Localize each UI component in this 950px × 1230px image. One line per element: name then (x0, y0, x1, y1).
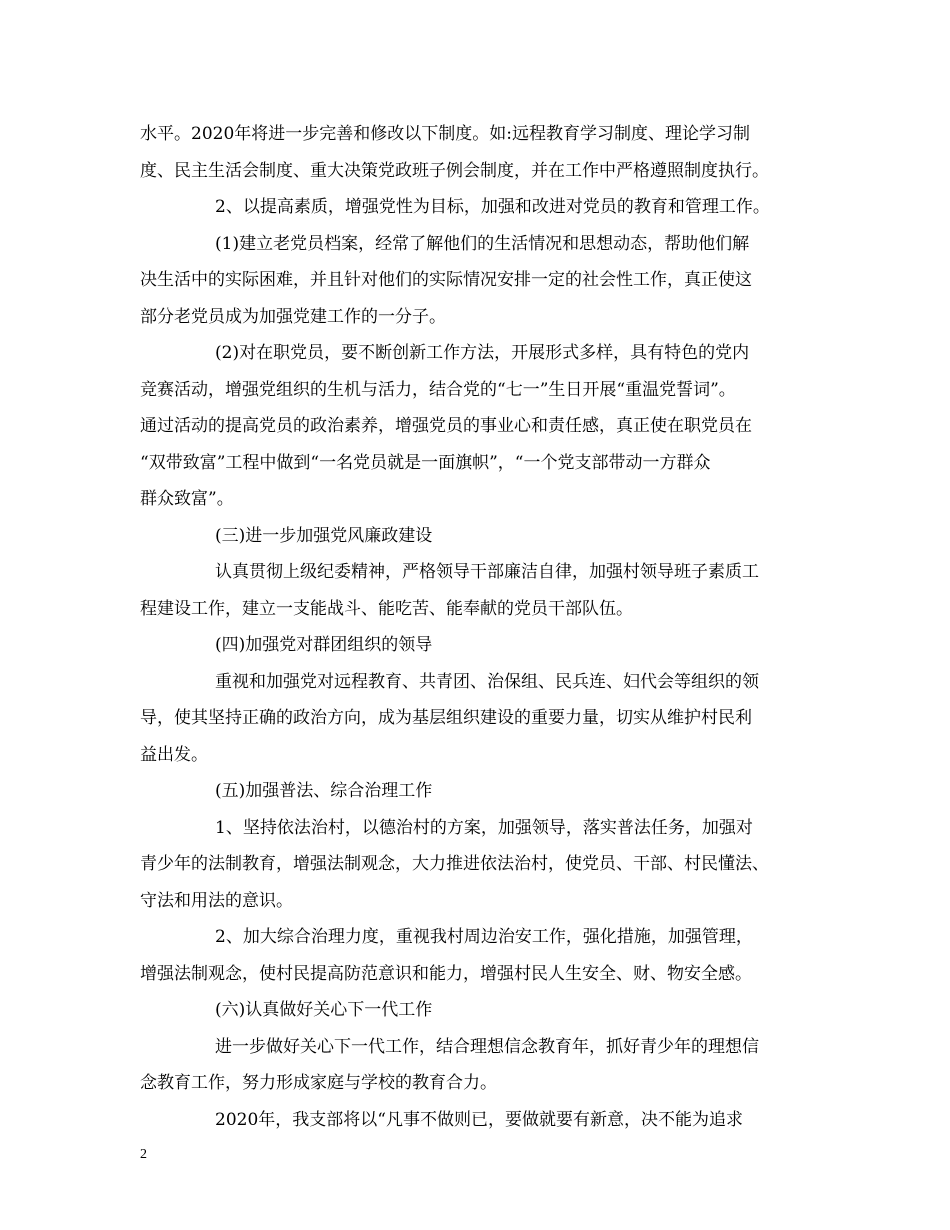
text-line: 2020年，我支部将以“凡事不做则已，要做就要有新意，决不能为追求 (215, 1109, 743, 1130)
text-line: 水平。2020年将进一步完善和修改以下制度。如:远程教育学习制度、理论学习制 (140, 124, 750, 144)
text-line: (五)加强普法、综合治理工作 (215, 781, 433, 801)
text-line: 2、加大综合治理力度，重视我村周边治安工作，强化措施，加强管理， (215, 927, 753, 947)
document-body (140, 116, 820, 1138)
text-line: 念教育工作，努力形成家庭与学校的教育合力。 (140, 1073, 497, 1093)
text-line: 通过活动的提高党员的政治素养，增强党员的事业心和责任感，真正使在职党员在 (140, 416, 752, 436)
text-line: 重视和加强党对远程教育、共青团、治保组、民兵连、妇代会等组织的领 (215, 671, 759, 692)
text-line: 导，使其坚持正确的政治方向，成为基层组织建设的重要力量，切实从维护村民利 (140, 708, 752, 728)
text-line: (三)进一步加强党风廉政建设 (215, 525, 433, 546)
text-line: 2、以提高素质，增强党性为目标，加强和改进对党员的教育和管理工作。 (215, 197, 770, 217)
text-line: 度、民主生活会制度、重大决策党政班子例会制度，并在工作中严格遵照制度执行。 (140, 160, 769, 181)
text-line: 1、坚持依法治村，以德治村的方案，加强领导，落实普法任务，加强对 (215, 817, 753, 838)
text-line: 竞赛活动，增强党组织的生机与活力，结合党的“七一”生日开展“重温党誓词”。 (140, 379, 736, 400)
text-line: (1)建立老党员档案，经常了解他们的生活情况和思想动态，帮助他们解 (215, 233, 750, 254)
text-line: 青少年的法制教育，增强法制观念，大力推进依法治村，使党员、干部、村民懂法、 (140, 854, 769, 874)
text-line: (六)认真做好关心下一代工作 (215, 1000, 433, 1020)
text-line: 守法和用法的意识。 (140, 890, 293, 911)
text-line: “双带致富”工程中做到“一名党员就是一面旗帜”，“一个党支部带动一方群众 (140, 452, 711, 473)
text-line: 程建设工作，建立一支能战斗、能吃苦、能奉献的党员干部队伍。 (140, 598, 633, 619)
text-line: 益出发。 (140, 744, 208, 765)
text-line: (2)对在职党员，要不断创新工作方法，开展形式多样，具有特色的党内 (215, 343, 750, 363)
text-line: 决生活中的实际困难，并且针对他们的实际情况安排一定的社会性工作，真正使这 (140, 270, 752, 290)
page-number: 2 (140, 1147, 147, 1162)
text-line: 增强法制观念，使村民提高防范意识和能力，增强村民人生安全、财、物安全感。 (140, 963, 752, 984)
text-line: 进一步做好关心下一代工作，结合理想信念教育年，抓好青少年的理想信 (215, 1036, 759, 1057)
text-line: 群众致富”。 (140, 489, 234, 509)
text-line: (四)加强党对群团组织的领导 (215, 635, 433, 655)
text-line: 认真贯彻上级纪委精神，严格领导干部廉洁自律，加强村领导班子素质工 (215, 562, 759, 582)
text-line: 部分老党员成为加强党建工作的一分子。 (140, 306, 446, 327)
